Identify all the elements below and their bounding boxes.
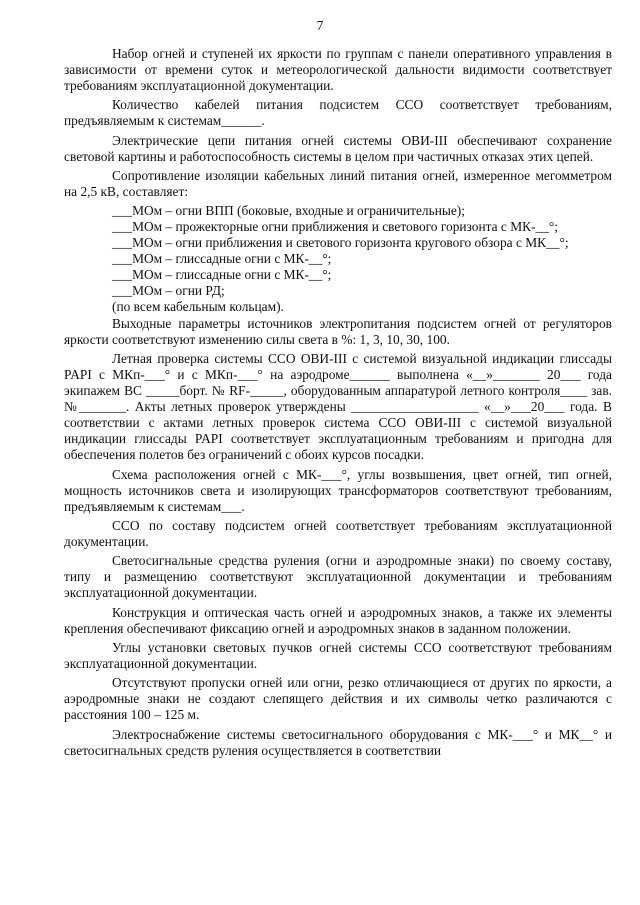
page-number: 7 [316, 18, 324, 33]
list-item: ___МОм – огни ВПП (боковые, входные и ограничительные); [112, 203, 465, 219]
paragraph: Электрические цепи питания огней системы ОВИ-III обеспечивают сохранение световой картины и работоспособность системы в целом при частичных отказах этих цепей. [64, 132, 612, 164]
paragraph: ССО по составу подсистем огней соответствует требованиям эксплуатационной документации. [64, 518, 612, 550]
list-item: ___МОм – прожекторные огни приближения и светового горизонта с МК-__°; [112, 219, 558, 235]
paragraph: Сопротивление изоляции кабельных линий питания огней, измеренное мегомметром на 2,5 кВ, составляет: [64, 167, 612, 199]
paragraph: Электроснабжение системы светосигнального оборудования с МК-___° и МК__° и светосигнальных средств руления осуществляется в соответствии [64, 726, 612, 758]
paragraph: Выходные параметры источников электропитания подсистем огней от регуляторов яркости соответствуют изменению силы света в %: 1, 3, 10, 30, 100. [64, 316, 612, 348]
list-item: ___МОм – огни РД; [112, 283, 225, 299]
list-item: ___МОм – глиссадные огни с МК-__°; [112, 251, 332, 267]
paragraph: Набор огней и ступеней их яркости по группам с панели оперативного управления в зависимости от времени суток и метеорологической дальности видимости соответствует требованиям эксплуатационной документации. [64, 46, 612, 93]
paragraph: Количество кабелей питания подсистем ССО соответствует требованиям, предъявляемым к системам______. [64, 97, 612, 129]
list-item: ___МОм – огни приближения и светового горизонта кругового обзора с МК__°; [112, 235, 569, 251]
document-body [64, 46, 612, 762]
paragraph: Светосигнальные средства руления (огни и аэродромные знаки) по своему составу, типу и размещению соответствуют эксплуатационной документации и требованиям эксплуатационной документации. [64, 553, 612, 601]
paragraph: Летная проверка системы ССО ОВИ-III с системой визуальной индикации глиссады PAPI с МКп-___° и с МКп-___° на аэродроме______ выполнена «__»_______ 20___ года экипажем ВС _____борт. № RF-_____, оборудованным аппаратурой летного контроля____ зав. №_______. Акты летных проверок утверждены ___________________ «__»___20___ года. В соответствии с актами летных проверок система ССО ОВИ-III с системой визуальной индикации глиссады PAPI соответствует эксплуатационным требованиям и пригодна для обеспечения полетов без ограничений с обоих курсов посадки. [64, 351, 612, 463]
paragraph: Схема расположения огней с МК-___°, углы возвышения, цвет огней, тип огней, мощность источников света и изолирующих трансформаторов соответствуют требованиям, предъявляемым к системам___. [64, 466, 612, 514]
list-item: (по всем кабельным кольцам). [112, 299, 284, 315]
paragraph: Углы установки световых пучков огней системы ССО соответствуют требованиям эксплуатационной документации. [64, 639, 612, 671]
paragraph: Конструкция и оптическая часть огней и аэродромных знаков, а также их элементы крепления обеспечивают фиксацию огней и аэродромных знаков в заданном положении. [64, 604, 612, 636]
list-item: ___МОм – глиссадные огни с МК-__°; [112, 267, 332, 283]
paragraph: Отсутствуют пропуски огней или огни, резко отличающиеся от других по яркости, а аэродромные знаки не создают слепящего действия и их символы четко различаются с расстояния 100 – 125 м. [64, 675, 612, 723]
